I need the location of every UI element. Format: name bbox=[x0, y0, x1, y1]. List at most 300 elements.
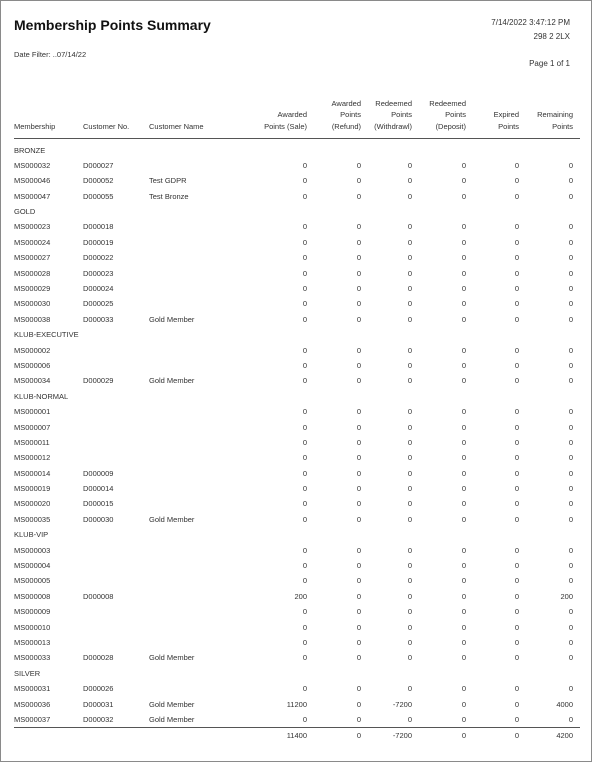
table-row bbox=[1, 281, 592, 296]
cell-membership: MS000020 bbox=[14, 499, 51, 509]
column-header-membership: Membership bbox=[14, 121, 56, 131]
cell-awarded-refund: 0 bbox=[356, 191, 361, 201]
cell-awarded-sale: 0 bbox=[302, 514, 307, 524]
cell-redeemed-deposit: 0 bbox=[461, 684, 466, 694]
cell-expired: 0 bbox=[514, 514, 519, 524]
cell-expired: 0 bbox=[514, 499, 519, 509]
group-header bbox=[1, 142, 592, 157]
cell-awarded-refund: 0 bbox=[356, 360, 361, 370]
cell-awarded-refund: 0 bbox=[356, 422, 361, 432]
cell-expired: 0 bbox=[514, 437, 519, 447]
report-user: 298 2 2LX bbox=[533, 32, 570, 41]
cell-redeemed-withdrawl: 0 bbox=[407, 468, 412, 478]
cell-awarded-sale: 11200 bbox=[286, 699, 307, 709]
cell-customer-no: D000018 bbox=[83, 222, 114, 232]
cell-redeemed-withdrawl: 0 bbox=[407, 407, 412, 417]
cell-customer-no: D000030 bbox=[83, 514, 114, 524]
total-redeemed-withdrawl: -7200 bbox=[392, 731, 412, 740]
cell-awarded-refund: 0 bbox=[356, 638, 361, 647]
cell-redeemed-deposit: 0 bbox=[461, 253, 466, 263]
group-name: KLUB-VIP bbox=[14, 530, 49, 540]
cell-awarded-refund: 0 bbox=[356, 407, 361, 417]
cell-remaining: 0 bbox=[568, 576, 573, 586]
cell-redeemed-deposit: 0 bbox=[461, 576, 466, 586]
cell-redeemed-withdrawl: 0 bbox=[407, 314, 412, 324]
table-row bbox=[1, 188, 592, 203]
cell-awarded-sale: 0 bbox=[302, 422, 307, 432]
cell-awarded-refund: 0 bbox=[356, 545, 361, 555]
cell-redeemed-deposit: 0 bbox=[461, 607, 466, 617]
cell-awarded-sale: 0 bbox=[302, 638, 307, 647]
cell-expired: 0 bbox=[514, 591, 519, 601]
cell-redeemed-deposit: 0 bbox=[461, 268, 466, 278]
cell-customer-no: D000025 bbox=[83, 299, 114, 309]
table-row bbox=[1, 619, 592, 634]
table-row bbox=[1, 219, 592, 234]
cell-awarded-refund: 0 bbox=[356, 484, 361, 494]
cell-customer-name: Test Bronze bbox=[149, 191, 189, 201]
cell-redeemed-deposit: 0 bbox=[461, 376, 466, 386]
cell-remaining: 0 bbox=[568, 437, 573, 447]
cell-redeemed-deposit: 0 bbox=[461, 345, 466, 355]
cell-expired: 0 bbox=[514, 345, 519, 355]
cell-redeemed-deposit: 0 bbox=[461, 160, 466, 170]
cell-expired: 0 bbox=[514, 453, 519, 463]
cell-redeemed-withdrawl: 0 bbox=[407, 622, 412, 632]
cell-redeemed-withdrawl: 0 bbox=[407, 545, 412, 555]
cell-awarded-sale: 0 bbox=[302, 176, 307, 186]
cell-membership: MS000009 bbox=[14, 607, 51, 617]
cell-awarded-sale: 0 bbox=[302, 468, 307, 478]
cell-redeemed-withdrawl: 0 bbox=[407, 253, 412, 263]
group-header bbox=[1, 327, 592, 342]
cell-expired: 0 bbox=[514, 638, 519, 647]
cell-awarded-sale: 200 bbox=[294, 591, 307, 601]
cell-membership: MS000012 bbox=[14, 453, 51, 463]
table-row bbox=[1, 542, 592, 557]
cell-expired: 0 bbox=[514, 176, 519, 186]
cell-awarded-refund: 0 bbox=[356, 314, 361, 324]
cell-expired: 0 bbox=[514, 376, 519, 386]
cell-awarded-sale: 0 bbox=[302, 376, 307, 386]
cell-expired: 0 bbox=[514, 268, 519, 278]
cell-remaining: 0 bbox=[568, 253, 573, 263]
report-datetime: 7/14/2022 3:47:12 PM bbox=[491, 18, 570, 27]
cell-awarded-sale: 0 bbox=[302, 484, 307, 494]
table-row bbox=[1, 604, 592, 619]
table-row bbox=[1, 711, 592, 726]
cell-remaining: 0 bbox=[568, 714, 573, 724]
cell-redeemed-withdrawl: 0 bbox=[407, 160, 412, 170]
cell-redeemed-deposit: 0 bbox=[461, 453, 466, 463]
table-row bbox=[1, 434, 592, 449]
cell-membership: MS000004 bbox=[14, 561, 51, 571]
table-row bbox=[1, 558, 592, 573]
cell-expired: 0 bbox=[514, 160, 519, 170]
cell-redeemed-withdrawl: 0 bbox=[407, 453, 412, 463]
cell-awarded-refund: 0 bbox=[356, 561, 361, 571]
cell-expired: 0 bbox=[514, 253, 519, 263]
cell-expired: 0 bbox=[514, 622, 519, 632]
cell-awarded-refund: 0 bbox=[356, 376, 361, 386]
cell-remaining: 0 bbox=[568, 360, 573, 370]
cell-awarded-refund: 0 bbox=[356, 714, 361, 724]
group-name: KLUB-NORMAL bbox=[14, 391, 69, 401]
cell-remaining: 0 bbox=[568, 607, 573, 617]
column-header-customer-name: Customer Name bbox=[149, 121, 204, 131]
cell-expired: 0 bbox=[514, 284, 519, 294]
cell-awarded-refund: 0 bbox=[356, 284, 361, 294]
cell-membership: MS000007 bbox=[14, 422, 51, 432]
table-row bbox=[1, 450, 592, 465]
cell-membership: MS000003 bbox=[14, 545, 51, 555]
cell-awarded-sale: 0 bbox=[302, 561, 307, 571]
cell-redeemed-deposit: 0 bbox=[461, 284, 466, 294]
cell-membership: MS000033 bbox=[14, 653, 51, 663]
table-row bbox=[1, 588, 592, 603]
cell-remaining: 0 bbox=[568, 453, 573, 463]
cell-awarded-sale: 0 bbox=[302, 407, 307, 417]
total-awarded-sale: 11400 bbox=[286, 731, 307, 740]
cell-redeemed-withdrawl: 0 bbox=[407, 345, 412, 355]
total-expired: 0 bbox=[514, 731, 519, 740]
cell-awarded-refund: 0 bbox=[356, 499, 361, 509]
cell-membership: MS000032 bbox=[14, 160, 51, 170]
cell-remaining: 0 bbox=[568, 545, 573, 555]
cell-membership: MS000002 bbox=[14, 345, 51, 355]
cell-awarded-sale: 0 bbox=[302, 545, 307, 555]
cell-expired: 0 bbox=[514, 684, 519, 694]
cell-awarded-refund: 0 bbox=[356, 653, 361, 663]
group-name: SILVER bbox=[14, 668, 41, 678]
cell-redeemed-withdrawl: 0 bbox=[407, 514, 412, 524]
cell-redeemed-withdrawl: 0 bbox=[407, 376, 412, 386]
cell-awarded-sale: 0 bbox=[302, 437, 307, 447]
cell-membership: MS000006 bbox=[14, 360, 51, 370]
cell-remaining: 0 bbox=[568, 468, 573, 478]
cell-awarded-refund: 0 bbox=[356, 622, 361, 632]
cell-awarded-refund: 0 bbox=[356, 607, 361, 617]
cell-membership: MS000036 bbox=[14, 699, 51, 709]
column-header-awarded-refund: Awarded Points (Refund) bbox=[331, 98, 361, 131]
cell-expired: 0 bbox=[514, 561, 519, 571]
table-row bbox=[1, 234, 592, 249]
table-row bbox=[1, 635, 592, 650]
cell-redeemed-deposit: 0 bbox=[461, 514, 466, 524]
cell-customer-no: D000027 bbox=[83, 160, 114, 170]
cell-redeemed-withdrawl: 0 bbox=[407, 684, 412, 694]
table-row bbox=[1, 681, 592, 696]
cell-customer-name: Gold Member bbox=[149, 653, 195, 663]
cell-redeemed-deposit: 0 bbox=[461, 314, 466, 324]
cell-remaining: 0 bbox=[568, 638, 573, 647]
cell-awarded-sale: 0 bbox=[302, 360, 307, 370]
cell-awarded-refund: 0 bbox=[356, 176, 361, 186]
cell-expired: 0 bbox=[514, 191, 519, 201]
cell-membership: MS000029 bbox=[14, 284, 51, 294]
cell-expired: 0 bbox=[514, 407, 519, 417]
cell-redeemed-deposit: 0 bbox=[461, 437, 466, 447]
cell-expired: 0 bbox=[514, 545, 519, 555]
cell-redeemed-deposit: 0 bbox=[461, 237, 466, 247]
cell-redeemed-deposit: 0 bbox=[461, 360, 466, 370]
table-row bbox=[1, 496, 592, 511]
cell-membership: MS000013 bbox=[14, 638, 51, 647]
report-title: Membership Points Summary bbox=[14, 17, 211, 33]
cell-awarded-refund: 0 bbox=[356, 237, 361, 247]
cell-awarded-refund: 0 bbox=[356, 468, 361, 478]
cell-awarded-sale: 0 bbox=[302, 714, 307, 724]
cell-customer-no: D000026 bbox=[83, 684, 114, 694]
cell-remaining: 0 bbox=[568, 407, 573, 417]
cell-expired: 0 bbox=[514, 422, 519, 432]
cell-redeemed-deposit: 0 bbox=[461, 561, 466, 571]
cell-awarded-sale: 0 bbox=[302, 653, 307, 663]
cell-customer-name: Test GDPR bbox=[149, 176, 187, 186]
cell-redeemed-withdrawl: 0 bbox=[407, 268, 412, 278]
column-header-customer-no: Customer No. bbox=[83, 121, 130, 131]
cell-customer-no: D000032 bbox=[83, 714, 114, 724]
cell-remaining: 0 bbox=[568, 622, 573, 632]
cell-expired: 0 bbox=[514, 607, 519, 617]
table-row bbox=[1, 265, 592, 280]
cell-redeemed-deposit: 0 bbox=[461, 591, 466, 601]
cell-expired: 0 bbox=[514, 299, 519, 309]
cell-remaining: 0 bbox=[568, 514, 573, 524]
totals-row bbox=[1, 731, 592, 743]
table-row bbox=[1, 342, 592, 357]
cell-membership: MS000001 bbox=[14, 407, 51, 417]
table-row bbox=[1, 173, 592, 188]
cell-awarded-refund: 0 bbox=[356, 699, 361, 709]
cell-membership: MS000031 bbox=[14, 684, 51, 694]
total-redeemed-deposit: 0 bbox=[461, 731, 466, 740]
cell-expired: 0 bbox=[514, 653, 519, 663]
table-row bbox=[1, 465, 592, 480]
cell-customer-no: D000028 bbox=[83, 653, 114, 663]
cell-remaining: 0 bbox=[568, 176, 573, 186]
table-row bbox=[1, 250, 592, 265]
cell-remaining: 0 bbox=[568, 422, 573, 432]
cell-awarded-sale: 0 bbox=[302, 314, 307, 324]
cell-customer-no: D000023 bbox=[83, 268, 114, 278]
cell-redeemed-withdrawl: 0 bbox=[407, 176, 412, 186]
cell-membership: MS000035 bbox=[14, 514, 51, 524]
page-number: Page 1 of 1 bbox=[529, 59, 570, 68]
cell-redeemed-withdrawl: 0 bbox=[407, 561, 412, 571]
column-header-remaining: Remaining Points bbox=[537, 110, 573, 131]
cell-awarded-sale: 0 bbox=[302, 253, 307, 263]
cell-redeemed-deposit: 0 bbox=[461, 653, 466, 663]
cell-customer-no: D000008 bbox=[83, 591, 114, 601]
table-row bbox=[1, 357, 592, 372]
cell-awarded-sale: 0 bbox=[302, 622, 307, 632]
cell-awarded-refund: 0 bbox=[356, 299, 361, 309]
cell-redeemed-withdrawl: 0 bbox=[407, 284, 412, 294]
cell-awarded-sale: 0 bbox=[302, 160, 307, 170]
cell-redeemed-withdrawl: 0 bbox=[407, 422, 412, 432]
cell-membership: MS000014 bbox=[14, 468, 51, 478]
cell-awarded-sale: 0 bbox=[302, 499, 307, 509]
cell-expired: 0 bbox=[514, 714, 519, 724]
table-row bbox=[1, 157, 592, 172]
cell-redeemed-deposit: 0 bbox=[461, 699, 466, 709]
group-name: BRONZE bbox=[14, 145, 46, 155]
total-awarded-refund: 0 bbox=[356, 731, 361, 740]
cell-membership: MS000046 bbox=[14, 176, 51, 186]
column-header-awarded-sale: Awarded Points (Sale) bbox=[264, 110, 307, 131]
cell-redeemed-deposit: 0 bbox=[461, 176, 466, 186]
cell-expired: 0 bbox=[514, 314, 519, 324]
cell-redeemed-deposit: 0 bbox=[461, 545, 466, 555]
cell-expired: 0 bbox=[514, 222, 519, 232]
cell-remaining: 0 bbox=[568, 284, 573, 294]
cell-expired: 0 bbox=[514, 576, 519, 586]
cell-redeemed-withdrawl: 0 bbox=[407, 237, 412, 247]
cell-awarded-refund: 0 bbox=[356, 160, 361, 170]
cell-membership: MS000038 bbox=[14, 314, 51, 324]
cell-remaining: 0 bbox=[568, 499, 573, 509]
table-row bbox=[1, 311, 592, 326]
cell-redeemed-withdrawl: 0 bbox=[407, 437, 412, 447]
cell-awarded-refund: 0 bbox=[356, 591, 361, 601]
report-rows bbox=[1, 142, 592, 727]
group-header bbox=[1, 388, 592, 403]
cell-redeemed-withdrawl: 0 bbox=[407, 191, 412, 201]
cell-membership: MS000005 bbox=[14, 576, 51, 586]
cell-remaining: 0 bbox=[568, 376, 573, 386]
cell-awarded-refund: 0 bbox=[356, 268, 361, 278]
cell-redeemed-withdrawl: 0 bbox=[407, 222, 412, 232]
cell-membership: MS000028 bbox=[14, 268, 51, 278]
cell-customer-name: Gold Member bbox=[149, 314, 195, 324]
cell-remaining: 0 bbox=[568, 345, 573, 355]
group-name: KLUB-EXECUTIVE bbox=[14, 330, 79, 340]
group-header bbox=[1, 665, 592, 680]
cell-redeemed-deposit: 0 bbox=[461, 407, 466, 417]
cell-redeemed-withdrawl: 0 bbox=[407, 576, 412, 586]
cell-customer-name: Gold Member bbox=[149, 514, 195, 524]
cell-membership: MS000008 bbox=[14, 591, 51, 601]
cell-redeemed-deposit: 0 bbox=[461, 714, 466, 724]
cell-membership: MS000011 bbox=[14, 437, 50, 447]
table-row bbox=[1, 481, 592, 496]
cell-remaining: 0 bbox=[568, 222, 573, 232]
cell-remaining: 0 bbox=[568, 268, 573, 278]
cell-awarded-sale: 0 bbox=[302, 345, 307, 355]
cell-redeemed-withdrawl: 0 bbox=[407, 499, 412, 509]
cell-customer-no: D000019 bbox=[83, 237, 114, 247]
cell-awarded-refund: 0 bbox=[356, 576, 361, 586]
cell-redeemed-deposit: 0 bbox=[461, 484, 466, 494]
cell-remaining: 0 bbox=[568, 484, 573, 494]
table-row bbox=[1, 419, 592, 434]
column-header-redeemed-withdrawl: Redeemed Points (Withdrawl) bbox=[374, 98, 412, 131]
cell-membership: MS000030 bbox=[14, 299, 51, 309]
cell-remaining: 0 bbox=[568, 160, 573, 170]
table-row bbox=[1, 511, 592, 526]
cell-membership: MS000047 bbox=[14, 191, 51, 201]
cell-awarded-refund: 0 bbox=[356, 345, 361, 355]
cell-redeemed-deposit: 0 bbox=[461, 622, 466, 632]
cell-remaining: 0 bbox=[568, 299, 573, 309]
cell-customer-no: D000014 bbox=[83, 484, 114, 494]
cell-membership: MS000023 bbox=[14, 222, 51, 232]
cell-remaining: 4000 bbox=[556, 699, 573, 709]
totals-divider bbox=[14, 727, 580, 728]
header-divider bbox=[14, 138, 580, 139]
column-header-expired: Expired Points bbox=[493, 110, 519, 131]
cell-redeemed-withdrawl: 0 bbox=[407, 714, 412, 724]
cell-redeemed-deposit: 0 bbox=[461, 422, 466, 432]
cell-redeemed-withdrawl: 0 bbox=[407, 360, 412, 370]
table-row bbox=[1, 696, 592, 711]
cell-awarded-sale: 0 bbox=[302, 284, 307, 294]
cell-remaining: 0 bbox=[568, 314, 573, 324]
cell-membership: MS000024 bbox=[14, 237, 51, 247]
cell-redeemed-withdrawl: 0 bbox=[407, 607, 412, 617]
cell-customer-no: D000055 bbox=[83, 191, 114, 201]
cell-membership: MS000019 bbox=[14, 484, 51, 494]
cell-redeemed-withdrawl: 0 bbox=[407, 591, 412, 601]
cell-awarded-sale: 0 bbox=[302, 268, 307, 278]
cell-redeemed-withdrawl: 0 bbox=[407, 484, 412, 494]
table-row bbox=[1, 296, 592, 311]
cell-customer-no: D000024 bbox=[83, 284, 114, 294]
cell-customer-no: D000022 bbox=[83, 253, 114, 263]
cell-expired: 0 bbox=[514, 237, 519, 247]
cell-redeemed-deposit: 0 bbox=[461, 222, 466, 232]
cell-awarded-refund: 0 bbox=[356, 437, 361, 447]
table-row bbox=[1, 650, 592, 665]
cell-remaining: 0 bbox=[568, 237, 573, 247]
cell-customer-no: D000029 bbox=[83, 376, 114, 386]
group-header bbox=[1, 204, 592, 219]
column-header-redeemed-deposit: Redeemed Points (Deposit) bbox=[429, 98, 466, 131]
cell-membership: MS000010 bbox=[14, 622, 51, 632]
cell-redeemed-deposit: 0 bbox=[461, 299, 466, 309]
cell-redeemed-deposit: 0 bbox=[461, 468, 466, 478]
cell-awarded-sale: 0 bbox=[302, 237, 307, 247]
cell-customer-no: D000015 bbox=[83, 499, 114, 509]
cell-expired: 0 bbox=[514, 699, 519, 709]
cell-redeemed-deposit: 0 bbox=[461, 638, 466, 647]
cell-awarded-sale: 0 bbox=[302, 607, 307, 617]
cell-remaining: 0 bbox=[568, 561, 573, 571]
cell-awarded-refund: 0 bbox=[356, 453, 361, 463]
cell-awarded-refund: 0 bbox=[356, 222, 361, 232]
cell-awarded-sale: 0 bbox=[302, 191, 307, 201]
table-row bbox=[1, 573, 592, 588]
cell-customer-name: Gold Member bbox=[149, 699, 195, 709]
cell-customer-no: D000031 bbox=[83, 699, 114, 709]
cell-customer-no: D000009 bbox=[83, 468, 114, 478]
cell-awarded-sale: 0 bbox=[302, 684, 307, 694]
cell-awarded-sale: 0 bbox=[302, 299, 307, 309]
cell-customer-name: Gold Member bbox=[149, 714, 195, 724]
cell-expired: 0 bbox=[514, 484, 519, 494]
cell-membership: MS000034 bbox=[14, 376, 51, 386]
cell-expired: 0 bbox=[514, 360, 519, 370]
cell-remaining: 0 bbox=[568, 684, 573, 694]
group-name: GOLD bbox=[14, 207, 36, 217]
date-filter: Date Filter: ..07/14/22 bbox=[14, 50, 87, 59]
cell-remaining: 200 bbox=[560, 591, 573, 601]
cell-redeemed-withdrawl: 0 bbox=[407, 299, 412, 309]
cell-customer-no: D000052 bbox=[83, 176, 114, 186]
cell-customer-name: Gold Member bbox=[149, 376, 195, 386]
cell-membership: MS000037 bbox=[14, 714, 51, 724]
